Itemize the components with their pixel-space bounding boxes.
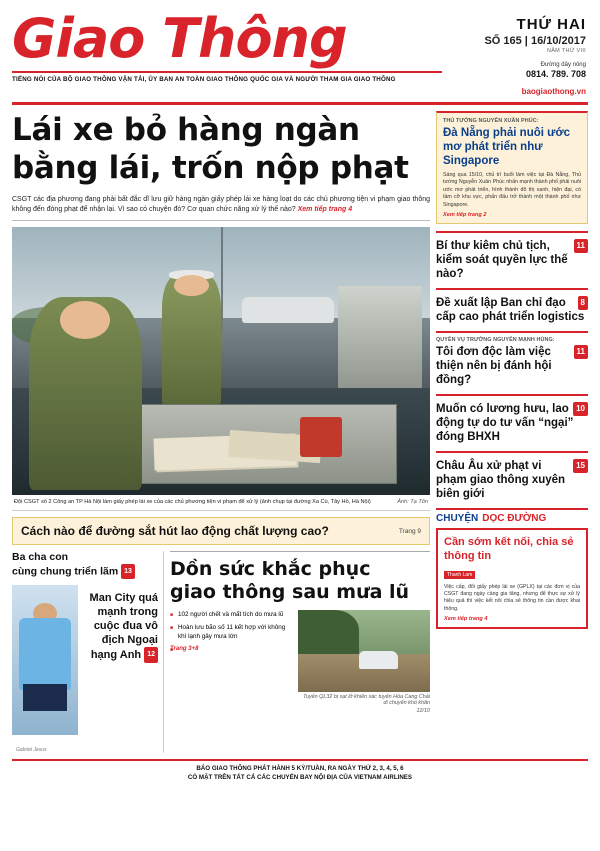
bottom-left-column (12, 551, 164, 753)
footer (12, 759, 588, 781)
chuyen-author-tag: Thanh Lam (444, 571, 475, 579)
bottom-row (12, 551, 430, 753)
flood-headline-line2: giao thông sau mưa lũ (170, 581, 410, 603)
footer-line-2: CÓ MẶT TRÊN TẤT CẢ CÁC CHUYẾN BAY NỘI ĐỊA CỦA VIETNAM AIRLINES (187, 774, 413, 781)
lead-photo (12, 227, 430, 495)
masthead-left (12, 7, 442, 83)
exhibition-headline-line1: Ba cha con (12, 551, 69, 563)
flood-photo-col (298, 610, 430, 714)
chuyen-box[interactable] (436, 528, 588, 629)
sidebar-jump-0[interactable]: Xem tiếp trang 2 (443, 212, 487, 219)
sidebar-headline-0: Đà Nẵng phải nuôi ước mơ phát triển như Singapore (443, 127, 571, 167)
sidebar-kicker-3: QUYỀN VỤ TRƯỞNG NGUYỄN MẠNH HÙNG: (436, 337, 555, 344)
chuyen-body: Việc cấp, đổi giấy phép lái xe (GPLX) tại các đơn vị của CSGT đang ngày càng gia tăng, nhưng để thực sự xử lý hiệu quả thì việc kết nối chia sẻ thông tin cần được khai thông. (444, 584, 580, 612)
footer-line-1: BÁO GIAO THÔNG PHÁT HÀNH 5 KỲ/TUẦN, RA NGÀY THỨ 2, 3, 4, 5, 6 (196, 765, 404, 772)
flood-photo-caption: Tuyến QL32 bị sạt lở khiến xác tuyến Hỏa Cang Chải di chuyển khó khăn (303, 694, 430, 706)
masthead (8, 0, 592, 100)
sidebar-body-0: Sáng qua 15/10, chủ trì buổi làm việc tại Đà Nẵng, Thủ tướng Nguyễn Xuân Phúc nhấn mạnh thành phố phải nuôi ước mơ phát triển, hình thành đô thị xanh, hiện đại, có tầm cỡ khu vực, phấn đấu trở thành một thành phố như Singapore. (443, 172, 581, 208)
photo-car (242, 297, 334, 324)
lead-jump-link[interactable]: Xem tiếp trang 4 (297, 206, 353, 213)
photo-truck (338, 286, 422, 393)
chuyen-label-2: DỌC ĐƯỜNG (482, 513, 547, 525)
sidebar-page-badge-4: 10 (573, 402, 588, 416)
lead-headline-line2: bằng lái, trốn nộp phạt (12, 150, 409, 186)
masthead-right (442, 10, 588, 96)
sidebar-page-badge-1: 11 (574, 239, 588, 253)
sidebar-page-badge-5: 15 (573, 459, 588, 473)
newspaper-tagline: TIẾNG NÓI CỦA BỘ GIAO THÔNG VẬN TẢI, ỦY BAN AN TOÀN GIAO THÔNG QUỐC GIA VÀ NGƯỜI THAM GIA GIAO THÔNG (12, 71, 442, 83)
issue-year: NĂM THỨ VIII (546, 48, 586, 54)
lead-deck (12, 195, 430, 221)
flood-photo (298, 610, 430, 692)
photo-credit: Ảnh: Tạ Tôn (397, 499, 428, 505)
sidebar-headline-text-3: Tôi đơn độc làm việc thiện nên bị đánh hội đồng? (436, 346, 552, 387)
caption-text: Đội CSGT số 2 Công an TP Hà Nội làm giấy phép lái xe của các chủ phương tiện vi phạm để xử lý (ảnh chụp tại đường Xa Cù, Tây Hồ, Hà Nội) (14, 499, 371, 505)
railway-strip-title: Cách nào để đường sắt hút lao động chất lượng cao? (21, 524, 329, 538)
railway-strip-page: Trang 9 (398, 527, 421, 535)
sidebar-item-logistics[interactable] (436, 288, 588, 324)
railway-strip[interactable] (12, 517, 430, 545)
sidebar-item-danang[interactable] (436, 111, 588, 224)
main-column (12, 111, 430, 753)
chuyen-jump[interactable]: Xem tiếp trang 4 (444, 615, 488, 622)
sidebar (436, 111, 588, 753)
exhibition-page-badge: 13 (121, 564, 135, 579)
sidebar-item-chauau[interactable] (436, 451, 588, 501)
exhibition-headline[interactable] (12, 551, 158, 579)
website-url[interactable]: baogiaothong.vn (521, 87, 586, 96)
lead-photo-wrapper (12, 227, 430, 511)
photo-officer-foreground (29, 297, 142, 490)
flood-car (359, 651, 399, 669)
hotline (442, 62, 586, 79)
sidebar-headline-5 (436, 459, 588, 501)
flood-photo-date: 12/10 (416, 708, 430, 714)
sidebar-headline-1 (436, 239, 588, 281)
flood-trees (298, 610, 359, 661)
sidebar-headline-4 (436, 402, 588, 444)
flood-bullets (170, 610, 292, 714)
mancity-photo (12, 585, 78, 735)
photo-pole (221, 227, 223, 334)
chuyen-headline: Cần sớm kết nối, chia sẻ thông tin (444, 536, 574, 563)
sidebar-page-badge-3: 11 (574, 345, 588, 359)
hotline-number: 0814. 789. 708 (525, 69, 586, 79)
sidebar-kicker-0: THỦ TƯỚNG NGUYỄN XUÂN PHÚC: (443, 118, 539, 124)
flood-bullet-1: ■ 102 người chết và mất tích do mưa lũ (170, 610, 292, 619)
mancity-headline[interactable] (76, 591, 158, 663)
chuyen-header (436, 508, 588, 524)
sidebar-headline-text-4: Muốn có lương hưu, lao động tự do tư vấn “ngại” đóng BHXH (436, 403, 574, 444)
photo-officer-background (162, 275, 221, 404)
lead-headline-line1: Lái xe bỏ hàng ngàn (12, 112, 360, 148)
lead-photo-caption (12, 495, 430, 511)
sidebar-headline-text-5: Châu Âu xử phạt vi phạm giao thông xuyên biên giới (436, 460, 566, 501)
flood-body (170, 610, 430, 714)
sidebar-item-quyenvutruong[interactable] (436, 331, 588, 387)
flood-headline-line1: Dồn sức khắc phục (170, 558, 371, 580)
chuyen-doc-duong-section (436, 508, 588, 629)
issue-day: THỨ HAI (516, 16, 586, 33)
flood-bullet-2: ■ Hoàn lưu bão số 11 kết hợp với không khí lạnh gây mưa lớn (170, 623, 292, 641)
bottom-right-column (170, 551, 430, 753)
sidebar-page-badge-2: 8 (578, 296, 588, 310)
sidebar-headline-text-2: Đề xuất lập Ban chỉ đạo cấp cao phát triển logistics (436, 297, 585, 324)
photo-officer-head-2 (174, 275, 209, 296)
mancity-headline-text: Man City quá mạnh trong cuộc đua vô địch Ngoại hạng Anh (89, 592, 158, 661)
player-shorts (23, 684, 68, 711)
exhibition-headline-line2: cùng chung triển lãm (12, 565, 119, 578)
mancity-page-badge: 12 (144, 647, 158, 663)
player-jersey (19, 618, 72, 690)
issue-number: SỐ 165 | 16/10/2017 (484, 35, 586, 47)
photo-officer-head (60, 301, 110, 340)
lead-deck-text: CSGT các địa phương đang phải bất đắc dĩ lưu giữ hàng ngàn giấy phép lái xe hàng loạt do các chủ phương tiện vi phạm giao thông không đến đóng phạt để nhận lại. Vì sao có chuyện đó? Cơ quan chức năng xử lý thế nào? (12, 196, 430, 213)
hotline-label: Đường dây nóng (540, 62, 586, 68)
mancity-block (12, 585, 158, 753)
main-columns (8, 111, 592, 753)
newspaper-title: Giao Thông (12, 7, 347, 70)
sidebar-headline-3 (436, 345, 588, 387)
lead-headline[interactable] (12, 111, 430, 187)
mancity-photo-credit: Gabriel Jesus (16, 747, 47, 753)
sidebar-item-bhxh[interactable] (436, 394, 588, 444)
sidebar-headline-2 (436, 296, 588, 324)
flood-jump-link[interactable]: ■ Trang 3+8 (170, 645, 292, 654)
masthead-divider (12, 102, 588, 105)
photo-red-bag (300, 417, 342, 457)
chuyen-label-1: CHUYỆN (436, 513, 479, 525)
sidebar-headline-text-1: Bí thư kiêm chủ tịch, kiểm soát quyền lực thế nào? (436, 240, 568, 281)
sidebar-item-bithu[interactable] (436, 231, 588, 281)
flood-headline[interactable] (170, 551, 430, 604)
